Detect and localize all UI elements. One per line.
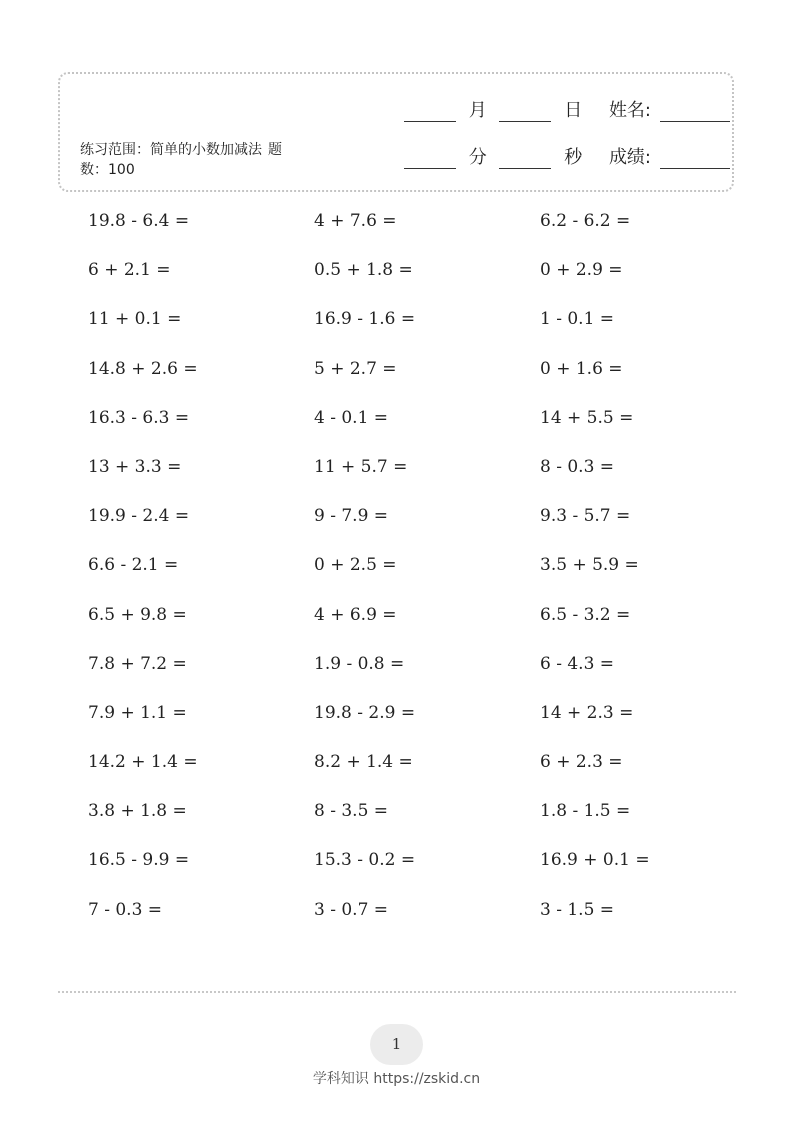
problem-item: 0.5 + 1.8 = [314,260,413,281]
problem-item: 1.8 - 1.5 = [540,801,631,822]
problem-item: 19.8 - 6.4 = [88,211,190,231]
problem-item: 16.9 + 0.1 = [540,850,650,871]
day-blank[interactable] [499,103,551,122]
problem-item: 3.8 + 1.8 = [88,801,187,822]
problem-item: 0 + 2.9 = [540,260,623,281]
problem-item: 8 - 3.5 = [314,801,389,822]
problem-item: 6.5 - 3.2 = [540,604,631,625]
score-blank[interactable] [660,150,730,169]
day-label: 日 [564,100,583,121]
problem-item: 14.2 + 1.4 = [88,752,198,773]
problem-item: 14.8 + 2.6 = [88,358,198,379]
footer-divider [58,991,736,993]
problem-item: 3.5 + 5.9 = [540,555,639,576]
problem-item: 14 + 2.3 = [540,702,634,723]
problem-item: 11 + 5.7 = [314,456,408,477]
question-count: 题数：100 [80,142,282,178]
problem-item: 6 - 4.3 = [540,653,615,674]
exercise-info [80,140,290,180]
problem-item: 13 + 3.3 = [88,456,182,477]
problem-item: 7 - 0.3 = [88,899,163,920]
problem-item: 3 - 1.5 = [540,899,615,920]
problem-item: 15.3 - 0.2 = [314,850,416,871]
problem-item: 19.8 - 2.9 = [314,702,416,723]
problem-grid [88,208,728,946]
problem-item: 19.9 - 2.4 = [88,506,190,527]
time-score-row [404,143,730,171]
problem-item: 3 - 0.7 = [314,899,389,920]
problem-item: 5 + 2.7 = [314,358,397,379]
name-label: 姓名: [608,100,652,121]
problem-item: 0 + 1.6 = [540,358,623,379]
date-name-row [404,96,730,124]
page-number: 1 [370,1024,423,1065]
worksheet-header [58,72,734,192]
problem-item: 16.3 - 6.3 = [88,407,190,428]
footer-site: 学科知识 https://zskid.cn [312,1071,481,1087]
problem-item: 6.6 - 2.1 = [88,555,179,576]
minute-blank[interactable] [404,150,456,169]
problem-item: 1 - 0.1 = [540,309,615,330]
problem-item: 6.5 + 9.8 = [88,604,187,625]
second-blank[interactable] [499,150,551,169]
problem-item: 16.5 - 9.9 = [88,850,190,871]
problem-item: 16.9 - 1.6 = [314,309,416,330]
problem-item: 11 + 0.1 = [88,309,182,330]
name-blank[interactable] [660,103,730,122]
problem-item: 14 + 5.5 = [540,407,634,428]
problem-item: 9 - 7.9 = [314,506,389,527]
problem-item: 7.9 + 1.1 = [88,702,187,723]
problem-item: 6 + 2.1 = [88,260,171,281]
minute-label: 分 [468,147,487,168]
second-label: 秒 [564,147,583,168]
problem-item: 9.3 - 5.7 = [540,506,631,527]
problem-item: 8 - 0.3 = [540,456,615,477]
problem-item: 0 + 2.5 = [314,555,397,576]
score-label: 成绩: [608,147,652,168]
problem-item: 4 - 0.1 = [314,407,389,428]
problem-item: 4 + 7.6 = [314,211,397,231]
problem-item: 4 + 6.9 = [314,604,397,625]
problem-item: 8.2 + 1.4 = [314,752,413,773]
month-blank[interactable] [404,103,456,122]
problem-item: 6.2 - 6.2 = [540,211,631,231]
problem-item: 7.8 + 7.2 = [88,653,187,674]
problem-item: 1.9 - 0.8 = [314,653,405,674]
month-label: 月 [468,100,487,121]
problem-item: 6 + 2.3 = [540,752,623,773]
exercise-scope: 练习范围：简单的小数加减法 [80,142,262,158]
